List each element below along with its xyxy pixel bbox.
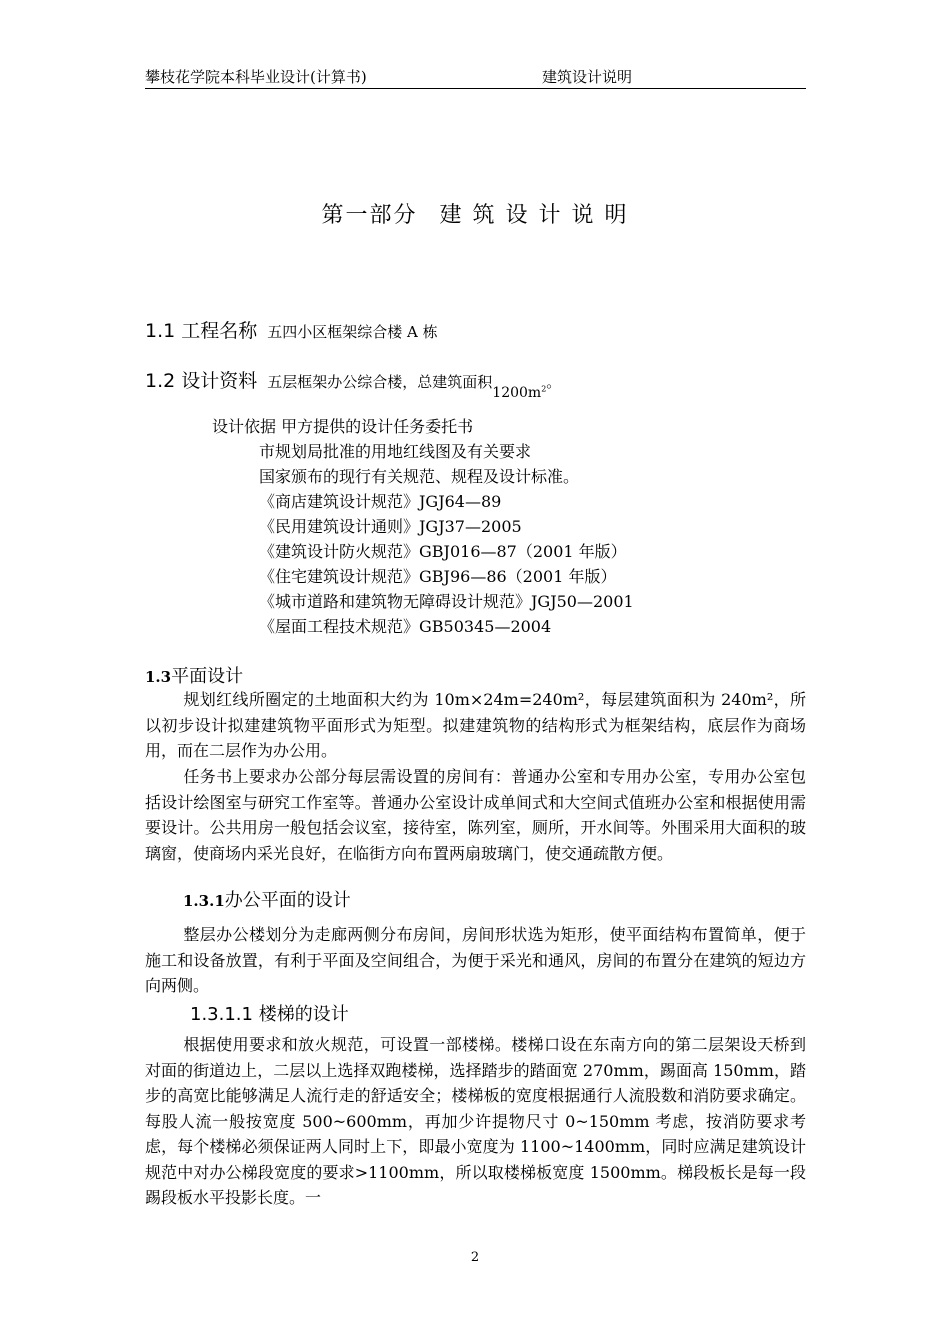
part-number: 第一部分 bbox=[321, 203, 418, 228]
header-school-title: 攀枝花学院本科毕业设计(计算书) bbox=[145, 68, 367, 86]
total-area: $1200m^2$ bbox=[492, 384, 547, 401]
basis-line: 设计依据 甲方提供的设计任务委托书 bbox=[212, 417, 474, 436]
section-1-3-1-heading: 1.3.1办公平面的设计 bbox=[183, 890, 351, 911]
section-1-2: 1.2 设计资料 五层框架办公综合楼，总建筑面积$1200m^2$。 bbox=[145, 370, 562, 401]
paragraph-stair-design: 根据使用要求和放火规范，可设置一部楼梯。楼梯口设在东南方向的第二层架设天桥到对面的街道边上，二层以上选择双跑楼梯，选择踏步的踏面宽 270mm，踢面高 150mm，踏步的高宽比能够满足人流行走的舒适安全；楼梯板的宽度根据通行人流股数和消防要求确定。每股人流一般按宽度 500~600mm，再加少许提物尺寸 0~150mm 考虑，按消防要求考虑，每个楼梯必须保证两人同时上下，即最小宽度为 1100~1400mm，同时应满足建筑设计规范中对办公梯段宽度的要求>1100mm，所以取楼梯板宽度 1500mm。梯段板长是每一段踢段板水平投影长度。一 bbox=[145, 1035, 806, 1207]
paragraph-office-layout: 整层办公楼划分为走廊两侧分布房间，房间形状选为矩形，使平面结构布置简单，便于施工和设备放置，有利于平面及空间组合，为便于采光和通风，房间的布置分在建筑的短边方向两侧。 bbox=[145, 925, 806, 995]
basis-line: 市规划局批准的用地红线图及有关要求 bbox=[259, 442, 532, 461]
basis-line: 《屋面工程技术规范》GB50345—2004 bbox=[259, 617, 552, 636]
section-1-2-text: 五层框架办公综合楼，总建筑面积 bbox=[267, 373, 493, 391]
section-1-1 bbox=[145, 316, 438, 343]
section-1-3-heading: 1.3平面设计 bbox=[145, 666, 244, 687]
header-section-title: 建筑设计说明 bbox=[542, 68, 633, 86]
basis-line: 《建筑设计防火规范》GBJ016—87（2001 年版） bbox=[259, 542, 627, 561]
basis-line: 《民用建筑设计通则》JGJ37—2005 bbox=[259, 517, 522, 536]
page-number: 2 bbox=[470, 1250, 480, 1265]
page-header bbox=[145, 66, 806, 89]
section-1-3-1-1-heading: 1.3.1.1 楼梯的设计 bbox=[190, 1004, 349, 1025]
basis-line: 《城市道路和建筑物无障碍设计规范》JGJ50—2001 bbox=[259, 592, 634, 611]
part-heading: 建 筑 设 计 说 明 bbox=[439, 203, 629, 228]
paragraph-room-requirements: 任务书上要求办公部分每层需设置的房间有：普通办公室和专用办公室，专用办公室包括设计绘图室与研究工作室等。普通办公室设计成单间式和大空间式值班办公室和根据使用需要设计。公共用房一般包括会议室，接待室，陈列室，厕所，开水间等。外围采用大面积的玻璃窗，使商场内采光良好，在临街方向布置两扇玻璃门，使交通疏散方便。 bbox=[145, 767, 806, 863]
section-1-1-text: 五四小区框架综合楼 A 栋 bbox=[267, 323, 438, 341]
section-1-1-label: 1.1 工程名称 bbox=[145, 320, 258, 342]
basis-line: 《商店建筑设计规范》JGJ64—89 bbox=[259, 492, 502, 511]
part-title bbox=[0, 198, 950, 229]
paragraph-site-area: 规划红线所圈定的土地面积大约为 10m×24m=240m²，每层建筑面积为 240m²，所以初步设计拟建建筑物平面形式为矩型。拟建建筑物的结构形式为框架结构，底层作为商场用，而在二层作为办公用。 bbox=[145, 690, 806, 760]
basis-line: 国家颁布的现行有关规范、规程及设计标准。 bbox=[259, 467, 580, 486]
basis-line: 《住宅建筑设计规范》GBJ96—86（2001 年版） bbox=[259, 567, 617, 586]
section-1-2-label: 1.2 设计资料 bbox=[145, 370, 258, 392]
